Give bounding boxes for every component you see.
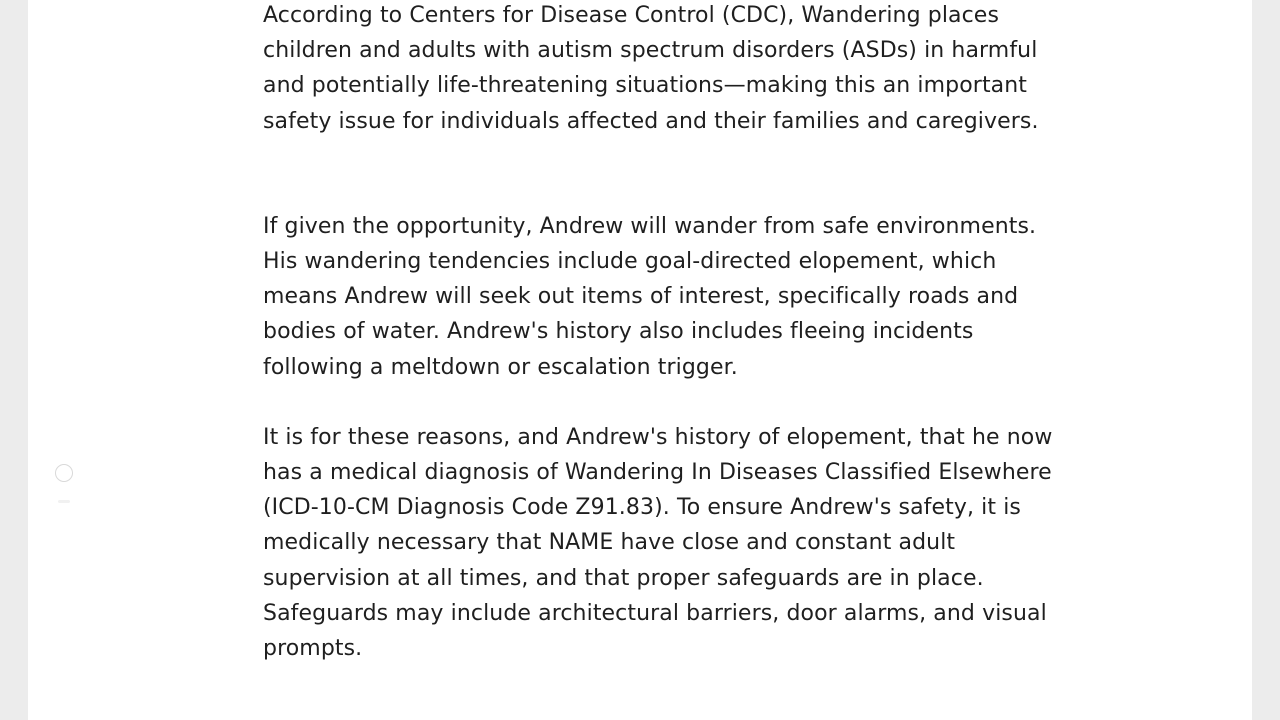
right-margin xyxy=(1252,0,1280,720)
document-page xyxy=(28,0,1252,720)
document-body xyxy=(263,0,1103,666)
paragraph-diagnosis: It is for these reasons, and Andrew's history of elopement, that he now has a medical diagnosis of Wandering In Diseases Classified Elsewhere (ICD-10-CM Diagnosis Code Z91.83). To ensure Andrew's safety, it is medically necessary that NAME have close and constant adult supervision at all times, and that proper safeguards are in place. Safeguards may include architectural barriers, door alarms, and visual prompts. xyxy=(263,424,1053,662)
left-margin xyxy=(0,0,28,720)
paragraph-andrew-wandering: If given the opportunity, Andrew will wander from safe environments. His wandering tendencies include goal-directed elopement, which means Andrew will seek out items of interest, specifically roads and bodies of water. Andrew's history also includes fleeing incidents following a meltdown or escalation trigger. xyxy=(263,213,1037,380)
paragraph-cdc-wandering: According to Centers for Disease Control (CDC), Wandering places children and adults with autism spectrum disorders (ASDs) in harmful and potentially life-threatening situations—making this an important safety issue for individuals affected and their families and caregivers. xyxy=(263,3,1039,134)
gutter-mark xyxy=(58,500,70,503)
comment-marker-icon[interactable] xyxy=(55,464,73,482)
